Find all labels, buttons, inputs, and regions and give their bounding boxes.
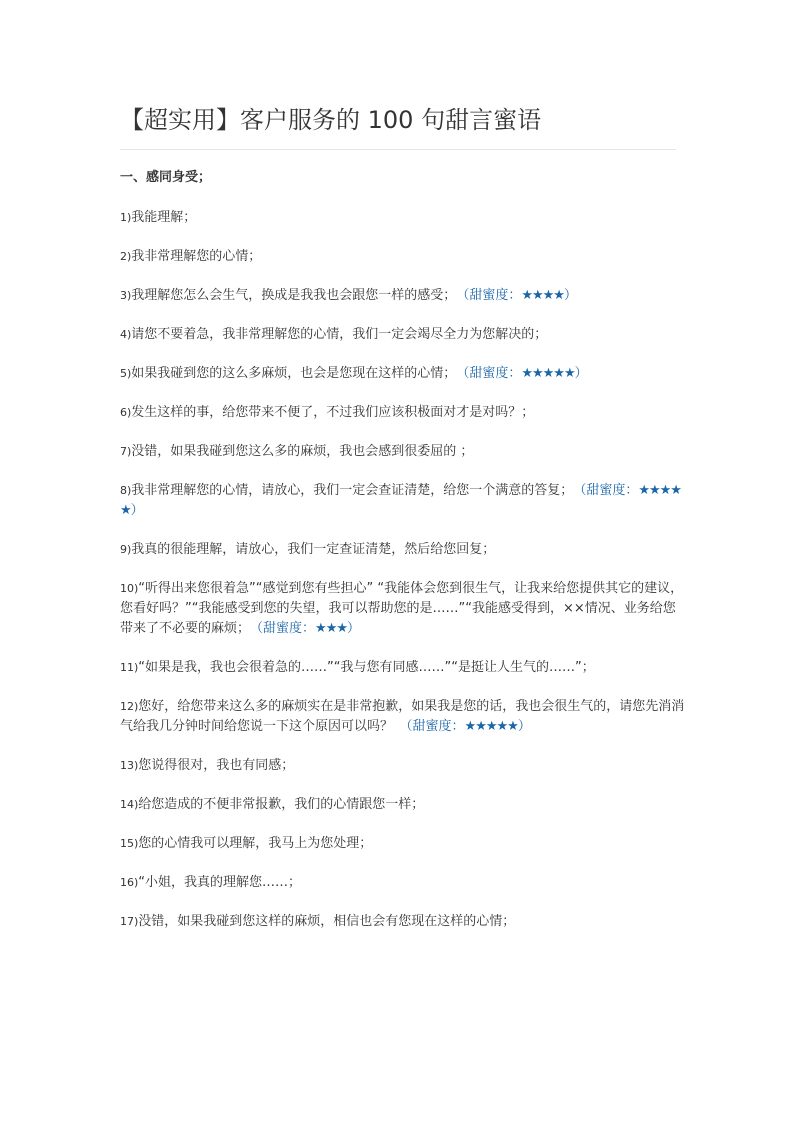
list-item (120, 795, 688, 815)
list-item (120, 364, 688, 384)
list-item (120, 873, 688, 893)
item-number: 15) (120, 837, 139, 850)
item-number: 12) (120, 700, 139, 713)
item-text: “如果是我，我也会很着急的……”“我与您有同感……”“是挺让人生气的……”； (138, 660, 595, 675)
phrase-list (120, 208, 688, 951)
item-text: 我非常理解您的心情； (131, 249, 262, 264)
item-text: 没错，如果我碰到您这样的麻烦，相信也会有您现在这样的心情； (138, 914, 516, 929)
list-item (120, 697, 688, 737)
star-rating-icon: ★★★★★ (464, 719, 518, 734)
star-rating-icon: ★★★★ (521, 288, 564, 303)
item-number: 11) (120, 661, 139, 674)
item-text: 您的心情我可以理解，我马上为您处理； (138, 836, 373, 851)
sweetness-rating: （甜蜜度：★★★） (243, 621, 361, 636)
item-number: 3) (120, 289, 132, 302)
item-number: 1) (120, 211, 132, 224)
item-number: 13) (120, 759, 139, 772)
item-number: 8) (120, 484, 132, 497)
sweetness-label: 甜蜜度： (263, 621, 316, 636)
list-item (120, 247, 688, 267)
sweetness-rating: （甜蜜度：★★★★） (449, 288, 577, 303)
title-divider (120, 149, 676, 150)
sweetness-label: 甜蜜度： (586, 483, 639, 498)
sweetness-label: 甜蜜度： (469, 366, 522, 381)
item-number: 6) (120, 406, 132, 419)
star-rating-icon: ★★★★★ (521, 366, 575, 381)
item-number: 9) (120, 543, 132, 556)
item-text: 如果我碰到您的这么多麻烦，也会是您现在这样的心情； (131, 366, 450, 381)
item-number: 10) (120, 582, 139, 595)
item-text: “听得出来您很着急”“感觉到您有些担心” “我能体会您到很生气，让我来给您提供其它的建议，您看好吗？”“我能感受到您的失望，我可以帮助您的是……”“我能感受得到，××情况、业务给您带来了不必要的麻烦； (120, 581, 684, 636)
star-rating-icon: ★★★★★ (120, 483, 681, 518)
item-text: 给您造成的不便非常报歉，我们的心情跟您一样； (138, 797, 425, 812)
list-item (120, 286, 688, 306)
sweetness-label: 甜蜜度： (469, 288, 522, 303)
sweetness-rating: （甜蜜度：★★★★★） (449, 366, 588, 381)
item-text: 我真的很能理解，请放心，我们一定查证清楚，然后给您回复； (131, 542, 496, 557)
item-text: “小姐，我真的理解您……； (138, 875, 302, 890)
item-text: 我理解您怎么会生气，换成是我我也会跟您一样的感受； (131, 288, 450, 303)
item-text: 没错，如果我碰到您这么多的麻烦，我也会感到很委屈的 ； (131, 444, 474, 459)
item-number: 17) (120, 915, 139, 928)
list-item (120, 208, 688, 228)
list-item (120, 403, 688, 423)
list-item (120, 325, 688, 345)
list-item (120, 540, 688, 560)
sweetness-label: 甜蜜度： (412, 719, 465, 734)
item-text: 我非常理解您的心情，请放心，我们一定会查证清楚，给您一个满意的答复； (131, 483, 567, 498)
list-item (120, 579, 688, 639)
list-item (120, 756, 688, 776)
sweetness-rating: （甜蜜度：★★★★★） (120, 483, 681, 518)
item-number: 5) (120, 367, 132, 380)
item-number: 14) (120, 798, 139, 811)
item-text: 我能理解； (131, 210, 197, 225)
item-number: 16) (120, 876, 139, 889)
item-number: 4) (120, 328, 132, 341)
item-number: 2) (120, 250, 132, 263)
list-item (120, 912, 688, 932)
item-text: 您说得很对，我也有同感； (138, 758, 295, 773)
star-rating-icon: ★★★ (315, 621, 348, 636)
sweetness-rating: （甜蜜度：★★★★★） (393, 719, 531, 734)
list-item (120, 481, 688, 521)
list-item (120, 658, 688, 678)
list-item (120, 834, 688, 854)
section-heading: 一、感同身受； (120, 170, 212, 185)
page-title: 【超实用】客户服务的 100 句甜言蜜语 (120, 106, 542, 134)
item-text: 您好，给您带来这么多的麻烦实在是非常抱歉，如果我是您的话，我也会很生气的，请您先消消气给我几分钟时间给您说一下这个原因可以吗？ (120, 699, 685, 734)
list-item (120, 442, 688, 462)
item-text: 请您不要着急，我非常理解您的心情，我们一定会竭尽全力为您解决的； (131, 327, 548, 342)
item-text: 发生这样的事，给您带来不便了，不过我们应该积极面对才是对吗？； (131, 405, 535, 420)
item-number: 7) (120, 445, 132, 458)
